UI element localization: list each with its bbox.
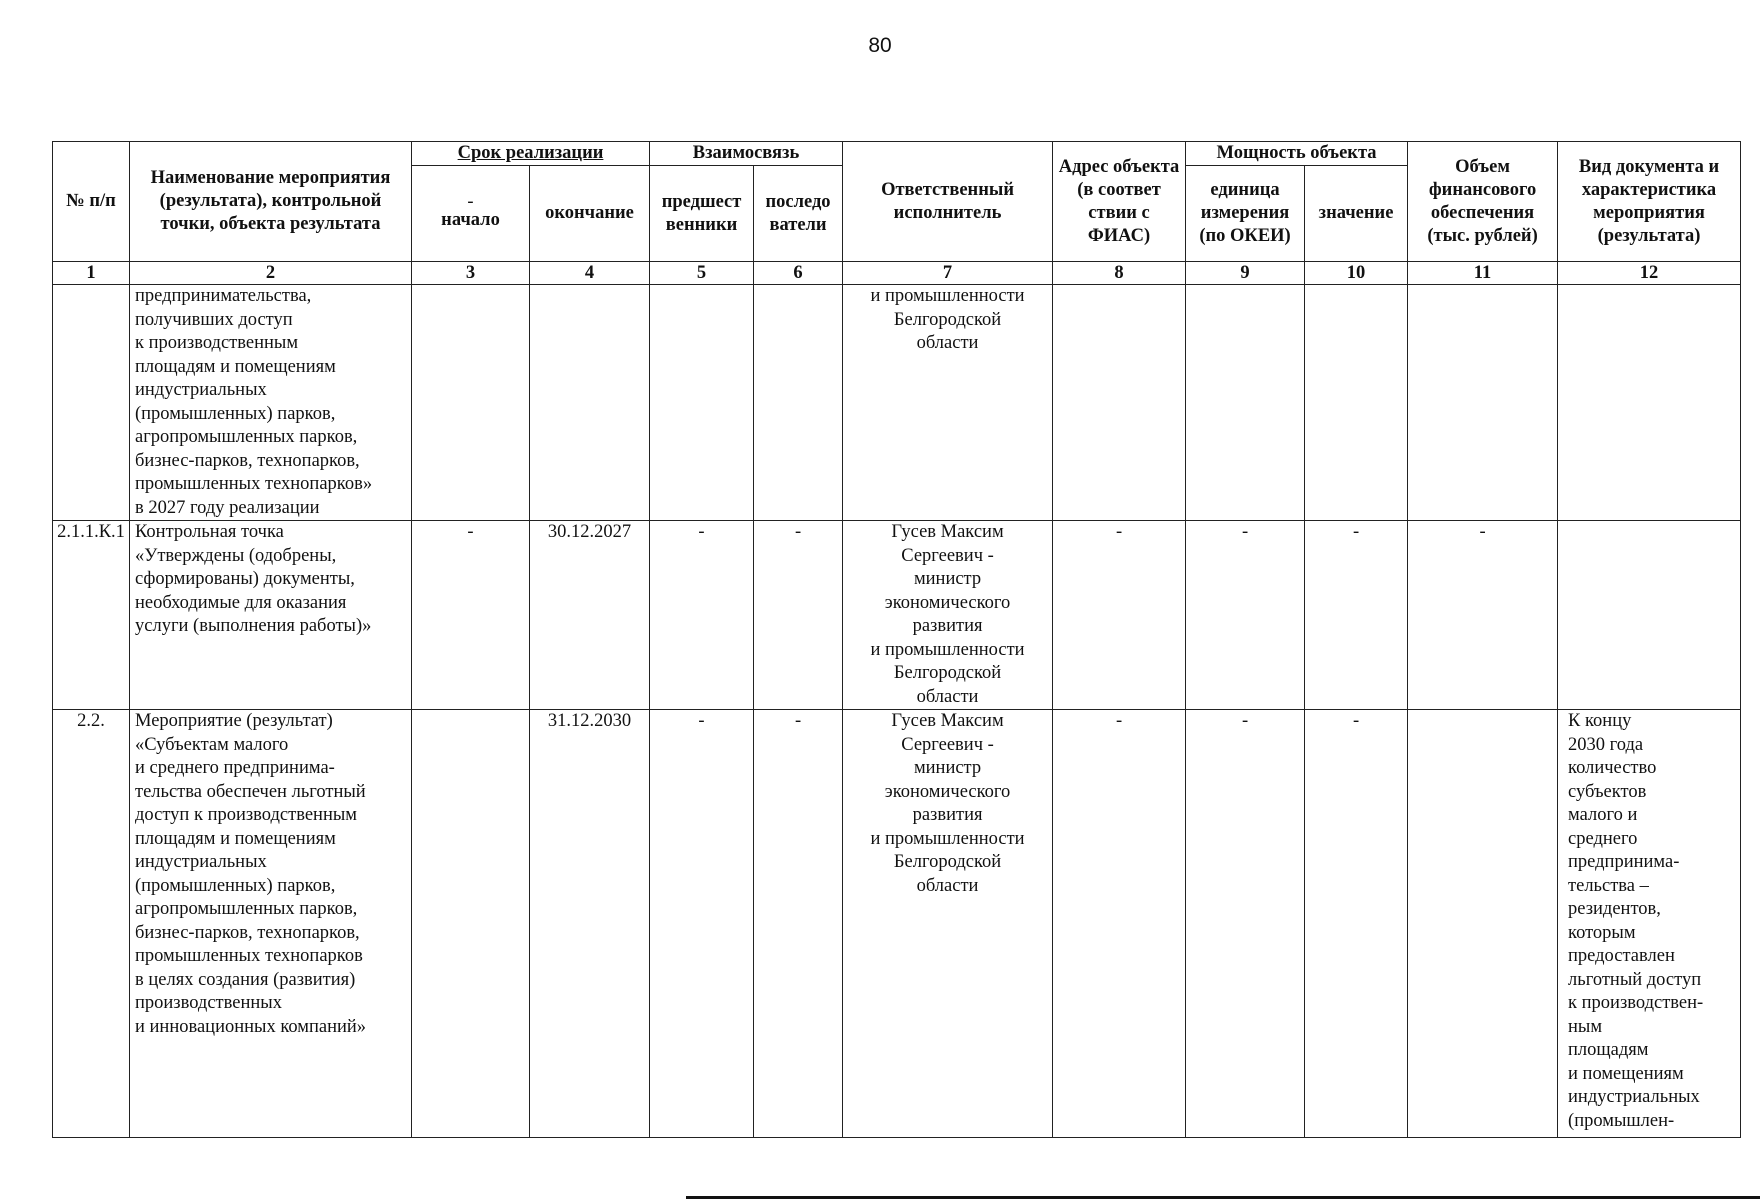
- header-start-mark: -: [467, 192, 474, 212]
- row-finance: [1408, 710, 1558, 1138]
- header-term-group: Срок реализации: [412, 142, 650, 166]
- col-number-2: 2: [130, 262, 412, 285]
- row-start: [412, 285, 530, 521]
- col-number-3: 3: [412, 262, 530, 285]
- header-address: Адрес объекта (в соответ ствии с ФИАС): [1053, 142, 1186, 262]
- row-end: [530, 285, 650, 521]
- row-doc: К концу 2030 года количество субъектов малого и среднего предпринима- тельства – резидентов, которым предоставлен льготный доступ к производствен- ным площадям и помещениям индустриальных (промышлен-: [1558, 710, 1741, 1138]
- page-number: 80: [868, 34, 892, 57]
- row-doc: [1558, 521, 1741, 710]
- row-end: 30.12.2027: [530, 521, 650, 710]
- col-number-4: 4: [530, 262, 650, 285]
- header-num: № п/п: [53, 142, 130, 262]
- row-num: 2.2.: [53, 710, 130, 1138]
- bottom-rule: [686, 1196, 1760, 1199]
- col-number-7: 7: [843, 262, 1053, 285]
- header-value: значение: [1305, 166, 1408, 262]
- col-number-5: 5: [650, 262, 754, 285]
- col-number-6: 6: [754, 262, 843, 285]
- row-executor: Гусев Максим Сергеевич - министр экономического развития и промышленности Белгородской области: [843, 521, 1053, 710]
- header-end: окончание: [530, 166, 650, 262]
- events-table: [52, 141, 1741, 1138]
- table-row: [53, 710, 1741, 1138]
- row-unit: -: [1186, 710, 1305, 1138]
- row-pred: [650, 285, 754, 521]
- table-row: [53, 285, 1741, 521]
- row-num: [53, 285, 130, 521]
- header-capacity-group: Мощность объекта: [1186, 142, 1408, 166]
- row-name: Контрольная точка «Утверждены (одобрены, сформированы) документы, необходимые для оказания услуги (выполнения работы)»: [130, 521, 412, 710]
- col-number-10: 10: [1305, 262, 1408, 285]
- header-successors: последо ватели: [754, 166, 843, 262]
- header-finance: Объем финансового обеспечения (тыс. рублей): [1408, 142, 1558, 262]
- row-executor: и промышленности Белгородской области: [843, 285, 1053, 521]
- row-succ: -: [754, 521, 843, 710]
- row-succ: [754, 285, 843, 521]
- row-name: предпринимательства, получивших доступ к производственным площадям и помещениям индустриальных (промышленных) парков, агропромышленных парков, бизнес-парков, технопарков, промышленных технопарков» в 2027 году реализации: [130, 285, 412, 521]
- col-number-1: 1: [53, 262, 130, 285]
- header-predecessors: предшест венники: [650, 166, 754, 262]
- row-executor: Гусев Максим Сергеевич - министр экономического развития и промышленности Белгородской области: [843, 710, 1053, 1138]
- row-address: -: [1053, 521, 1186, 710]
- row-num: 2.1.1.К.1: [53, 521, 130, 710]
- header-unit: единица измерения (по ОКЕИ): [1186, 166, 1305, 262]
- col-number-9: 9: [1186, 262, 1305, 285]
- header-doc: Вид документа и характеристика мероприятия (результата): [1558, 142, 1741, 262]
- row-name: Мероприятие (результат) «Субъектам малого и среднего предпринима- тельства обеспечен льготный доступ к производственным площадям и помещениям индустриальных (промышленных) парков, агропромышленных парков, бизнес-парков, технопарков, промышленных технопарков в целях создания (развития) производственных и инновационных компаний»: [130, 710, 412, 1138]
- row-address: [1053, 285, 1186, 521]
- col-number-8: 8: [1053, 262, 1186, 285]
- row-start: -: [412, 521, 530, 710]
- row-address: -: [1053, 710, 1186, 1138]
- col-number-12: 12: [1558, 262, 1741, 285]
- header-start-label: начало: [441, 210, 500, 230]
- header-relation-group: Взаимосвязь: [650, 142, 843, 166]
- row-start: [412, 710, 530, 1138]
- row-finance: -: [1408, 521, 1558, 710]
- table-row: [53, 521, 1741, 710]
- row-finance: [1408, 285, 1558, 521]
- row-succ: -: [754, 710, 843, 1138]
- header-name: Наименование мероприятия (результата), контрольной точки, объекта результата: [130, 142, 412, 262]
- header-executor: Ответственный исполнитель: [843, 142, 1053, 262]
- col-number-11: 11: [1408, 262, 1558, 285]
- row-unit: [1186, 285, 1305, 521]
- row-value: -: [1305, 521, 1408, 710]
- row-pred: -: [650, 521, 754, 710]
- row-pred: -: [650, 710, 754, 1138]
- row-doc: [1558, 285, 1741, 521]
- row-end: 31.12.2030: [530, 710, 650, 1138]
- row-value: [1305, 285, 1408, 521]
- row-value: -: [1305, 710, 1408, 1138]
- row-unit: -: [1186, 521, 1305, 710]
- header-start: [412, 166, 530, 262]
